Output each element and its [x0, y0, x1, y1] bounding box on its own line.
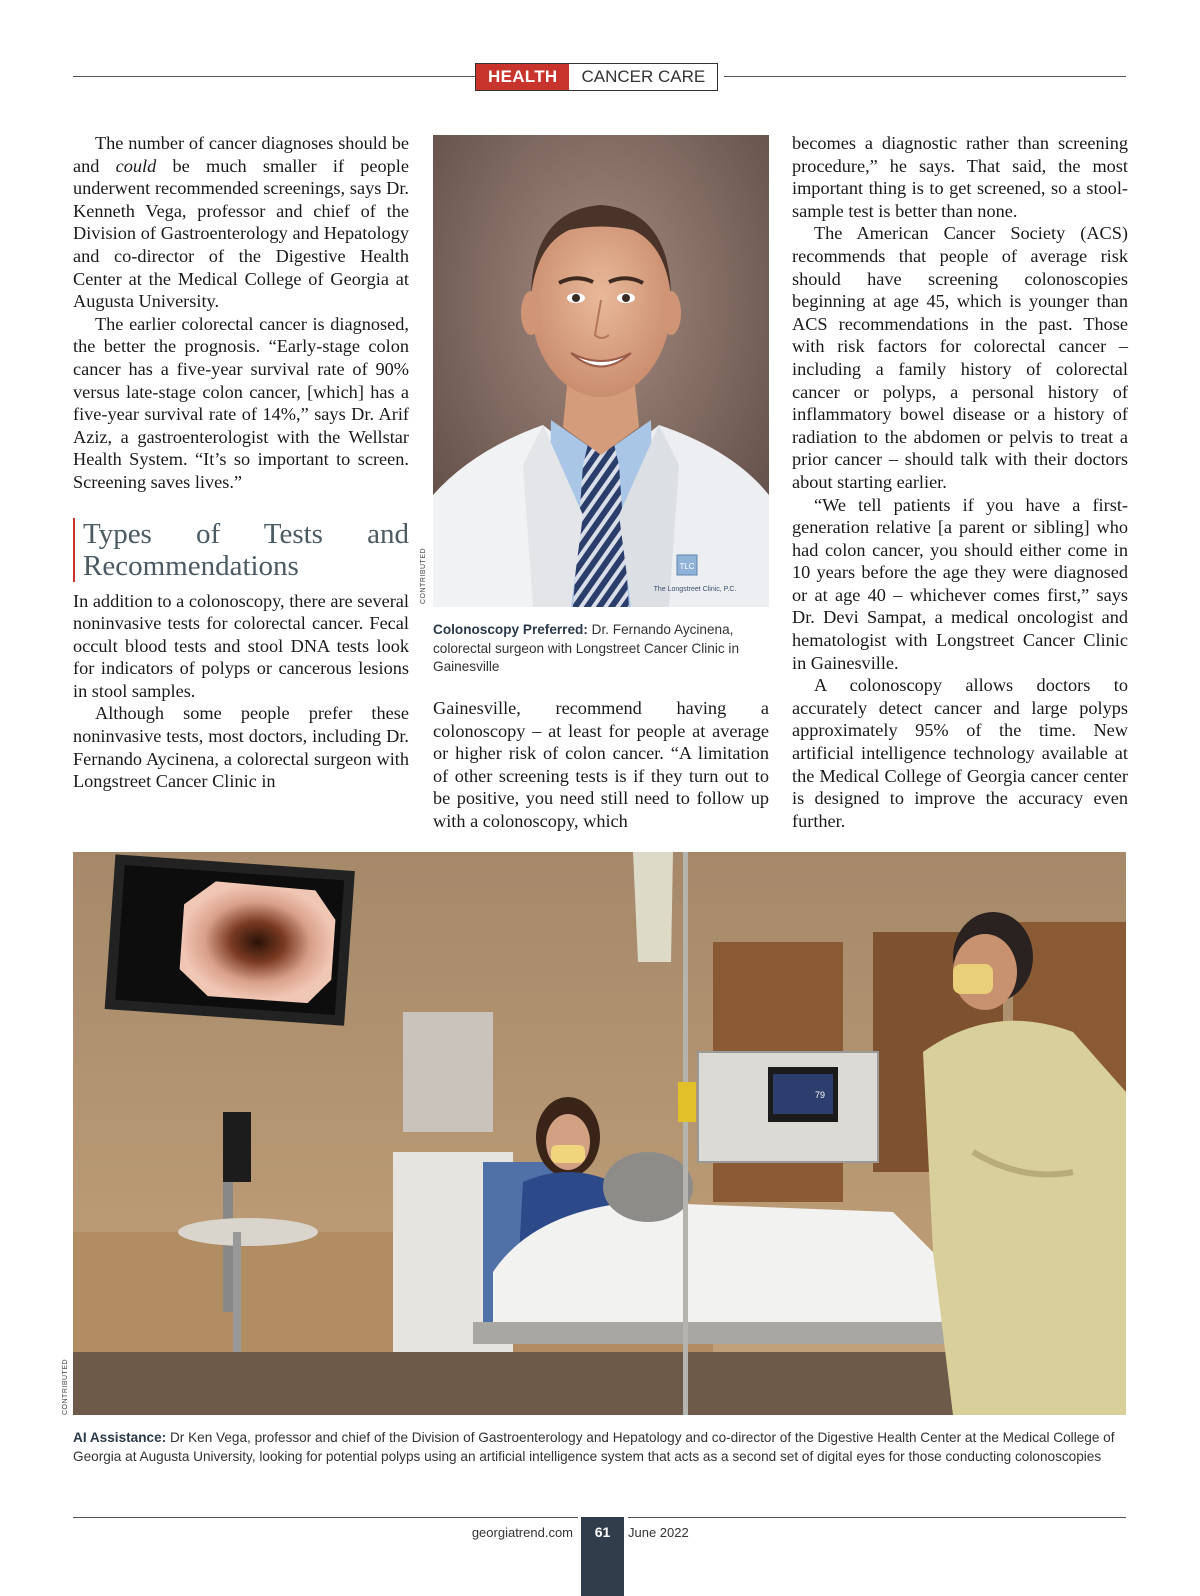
footer-website: georgiatrend.com: [471, 1525, 573, 1540]
article-column-left: [73, 132, 409, 793]
photo-credit: CONTRIBUTED: [62, 1358, 69, 1415]
portrait-credit: CONTRIBUTED: [420, 547, 427, 604]
portrait-caption: Colonoscopy Preferred: Dr. Fernando Aycinena, colorectal surgeon with Longstreet Cancer Clinic in Gainesville: [433, 622, 740, 674]
vitals-readout: 79: [815, 1090, 826, 1100]
page-number: 61: [581, 1517, 624, 1596]
header-rule-right: [724, 76, 1126, 77]
section-label: HEALTH: [476, 64, 569, 90]
photo-caption: AI Assistance: Dr Ken Vega, professor and chief of the Division of Gastroenterology and Hepatology and co-director of the Digestive Health Center at the Medical College of Georgia at Augusta University, looking for potential polyps using an artificial intelligence system that acts as a second set of digital eyes for those conducting colonoscopies: [73, 1430, 1115, 1464]
paragraph: The number of cancer diagnoses should be and could be much smaller if people underwent recommended screenings, says Dr. Kenneth Vega, professor and chief of the Division of Gastroenterology and Hepatology and co-director of the Digestive Health Center at the Medical College of Georgia at Augusta University.: [73, 133, 409, 312]
procedure-room-photo: [73, 852, 1126, 1415]
footer-rule-right: [628, 1517, 1126, 1518]
coat-logo: TLC: [679, 562, 695, 571]
coat-embroidery: The Longstreet Clinic, P.C.: [653, 586, 737, 593]
paragraph: A colonoscopy allows doctors to accurately detect cancer and large polyps approximately 95% of the time. New artificial intelligence technology available at the Medical College of Georgia cancer center is designed to improve the accuracy even further.: [792, 675, 1128, 831]
section-heading: Types of Tests and Recommendations: [73, 518, 409, 582]
paragraph: Gainesville, recommend having a colonoscopy – at least for people at average or higher risk of colon cancer. “A limitation of other screening tests is if they turn out to be positive, you need still need to follow up with a colonoscopy, which: [433, 698, 769, 831]
paragraph: becomes a diagnostic rather than screening procedure,” he says. That said, the most important thing is to get screened, so a stool-sample test is better than none.: [792, 133, 1128, 221]
subsection-label: CANCER CARE: [569, 64, 717, 90]
paragraph: In addition to a colonoscopy, there are several noninvasive tests for colorectal cancer. Fecal occult blood tests and stool DNA tests look for indicators of polyps or cancerous lesions in stool samples.: [73, 590, 409, 701]
footer-rule-left: [73, 1517, 578, 1518]
paragraph: Although some people prefer these noninvasive tests, most doctors, including Dr. Fernando Aycinena, a colorectal surgeon with Longstreet Cancer Clinic in: [73, 703, 409, 792]
article-column-middle: [433, 697, 769, 833]
article-column-right: [792, 132, 1128, 832]
paragraph: The earlier colorectal cancer is diagnosed, the better the prognosis. “Early-stage colon cancer has a five-year survival rate of 90% versus late-stage colon cancer, [which] has a five-year survival rate of 14%,” says Dr. Arif Aziz, a gastroenterologist with the Wellstar Health System. “It’s so important to screen. Screening saves lives.”: [73, 313, 409, 492]
paragraph: “We tell patients if you have a first-generation relative [a parent or sibling] who had colon cancer, you should either come in 10 years before the age they were diagnosed or at age 40 – whichever comes first,” says Dr. Devi Sampat, a medical oncologist and hematologist with Longstreet Cancer Clinic in Gainesville.: [792, 494, 1128, 673]
header-rule-left: [73, 76, 475, 77]
section-tag: [475, 63, 718, 91]
paragraph: The American Cancer Society (ACS) recommends that people of average risk should have screening colonoscopies beginning at age 45, which is younger than ACS recommendations in the past. Those with risk factors for colorectal cancer – including a family history of colorectal cancer or polyps, a personal history of inflammatory bowel disease or a history of radiation to the abdomen or pelvis to treat a prior cancer – should talk with their doctors about starting earlier.: [792, 223, 1128, 492]
issue-date: June 2022: [628, 1525, 689, 1540]
portrait-photo: [433, 135, 769, 607]
